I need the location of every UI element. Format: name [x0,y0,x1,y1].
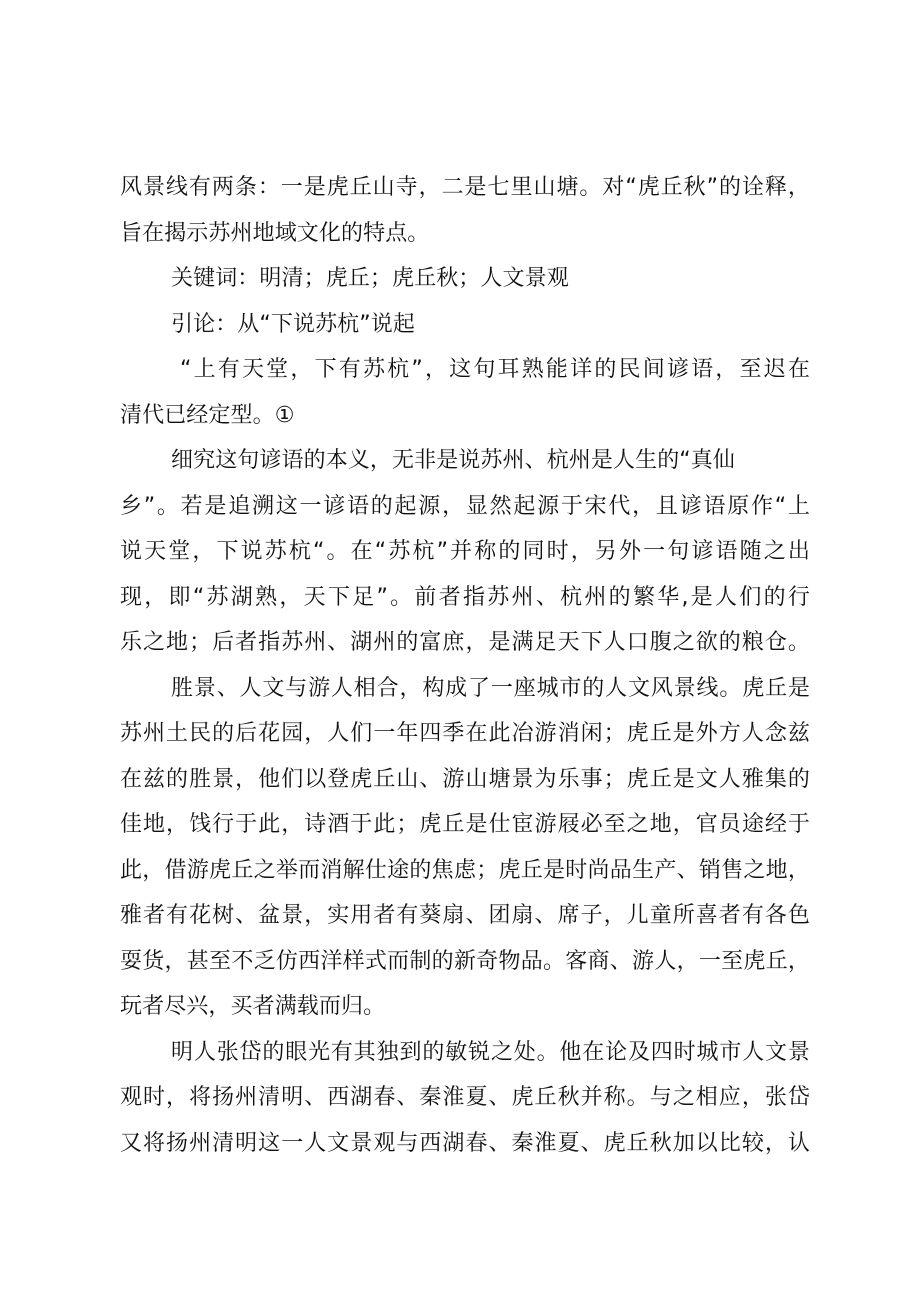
text-line: 耍货，甚至不乏仿西洋样式而制的新奇物品。客商、游人，一至虎丘， [120,948,810,974]
text-line: 观时，将扬州清明、西湖春、秦淮夏、虎丘秋并称。与之相应，张岱 [120,1085,810,1110]
text-line: 清代已经定型。① [120,402,295,428]
text-line: 旨在揭示苏州地域文化的特点。 [120,220,430,246]
body-text [120,165,810,1166]
text-line: 风景线有两条：一是虎丘山寺，二是七里山塘。对“虎丘秋”的诠释， [120,175,810,200]
text-line: 胜景、人文与游人相合，构成了一座城市的人文风景线。虎丘是 [171,675,810,701]
text-line: 雅者有花树、盆景，实用者有葵扇、团扇、席子，儿童所喜者有各色 [120,903,810,928]
text-line: 此，借游虎丘之举而消解仕途的焦虑；虎丘是时尚品生产、销售之地， [120,857,810,883]
text-line: 乡”。若是追溯这一谚语的起源，显然起源于宋代，且谚语原作“上 [120,493,810,519]
text-line: 明人张岱的眼光有其独到的敏锐之处。他在论及四时城市人文景 [171,1039,810,1065]
section-heading: 引论：从“下说苏杭”说起 [171,311,415,337]
keywords-line: 关键词：明清；虎丘；虎丘秋；人文景观 [171,266,569,291]
text-line: “上有天堂，下有苏杭”，这句耳熟能详的民间谚语，至迟在 [180,357,810,382]
text-line: 苏州土民的后花园，人们一年四季在此冶游消闲；虎丘是外方人念兹 [120,721,810,746]
text-line: 又将扬州清明这一人文景观与西湖春、秦淮夏、虎丘秋加以比较，认 [120,1130,810,1156]
text-line: 现，即“苏湖熟，天下足”。前者指苏州、杭州的繁华,是人们的行 [120,584,810,610]
text-line: 细究这句谚语的本义，无非是说苏州、杭州是人生的“真仙 [171,448,735,473]
text-line: 在兹的胜景，他们以登虎丘山、游山塘景为乐事；虎丘是文人雅集的 [120,766,810,792]
text-line: 说天堂，下说苏杭“。在“苏杭”并称的同时，另外一句谚语随之出 [120,539,810,564]
text-line: 乐之地；后者指苏州、湖州的富庶，是满足天下人口腹之欲的粮仓。 [120,630,810,655]
text-line: 玩者尽兴，买者满载而归。 [120,994,386,1019]
text-line: 佳地，饯行于此，诗酒于此；虎丘是仕宦游屐必至之地，官员途经于 [120,812,810,837]
